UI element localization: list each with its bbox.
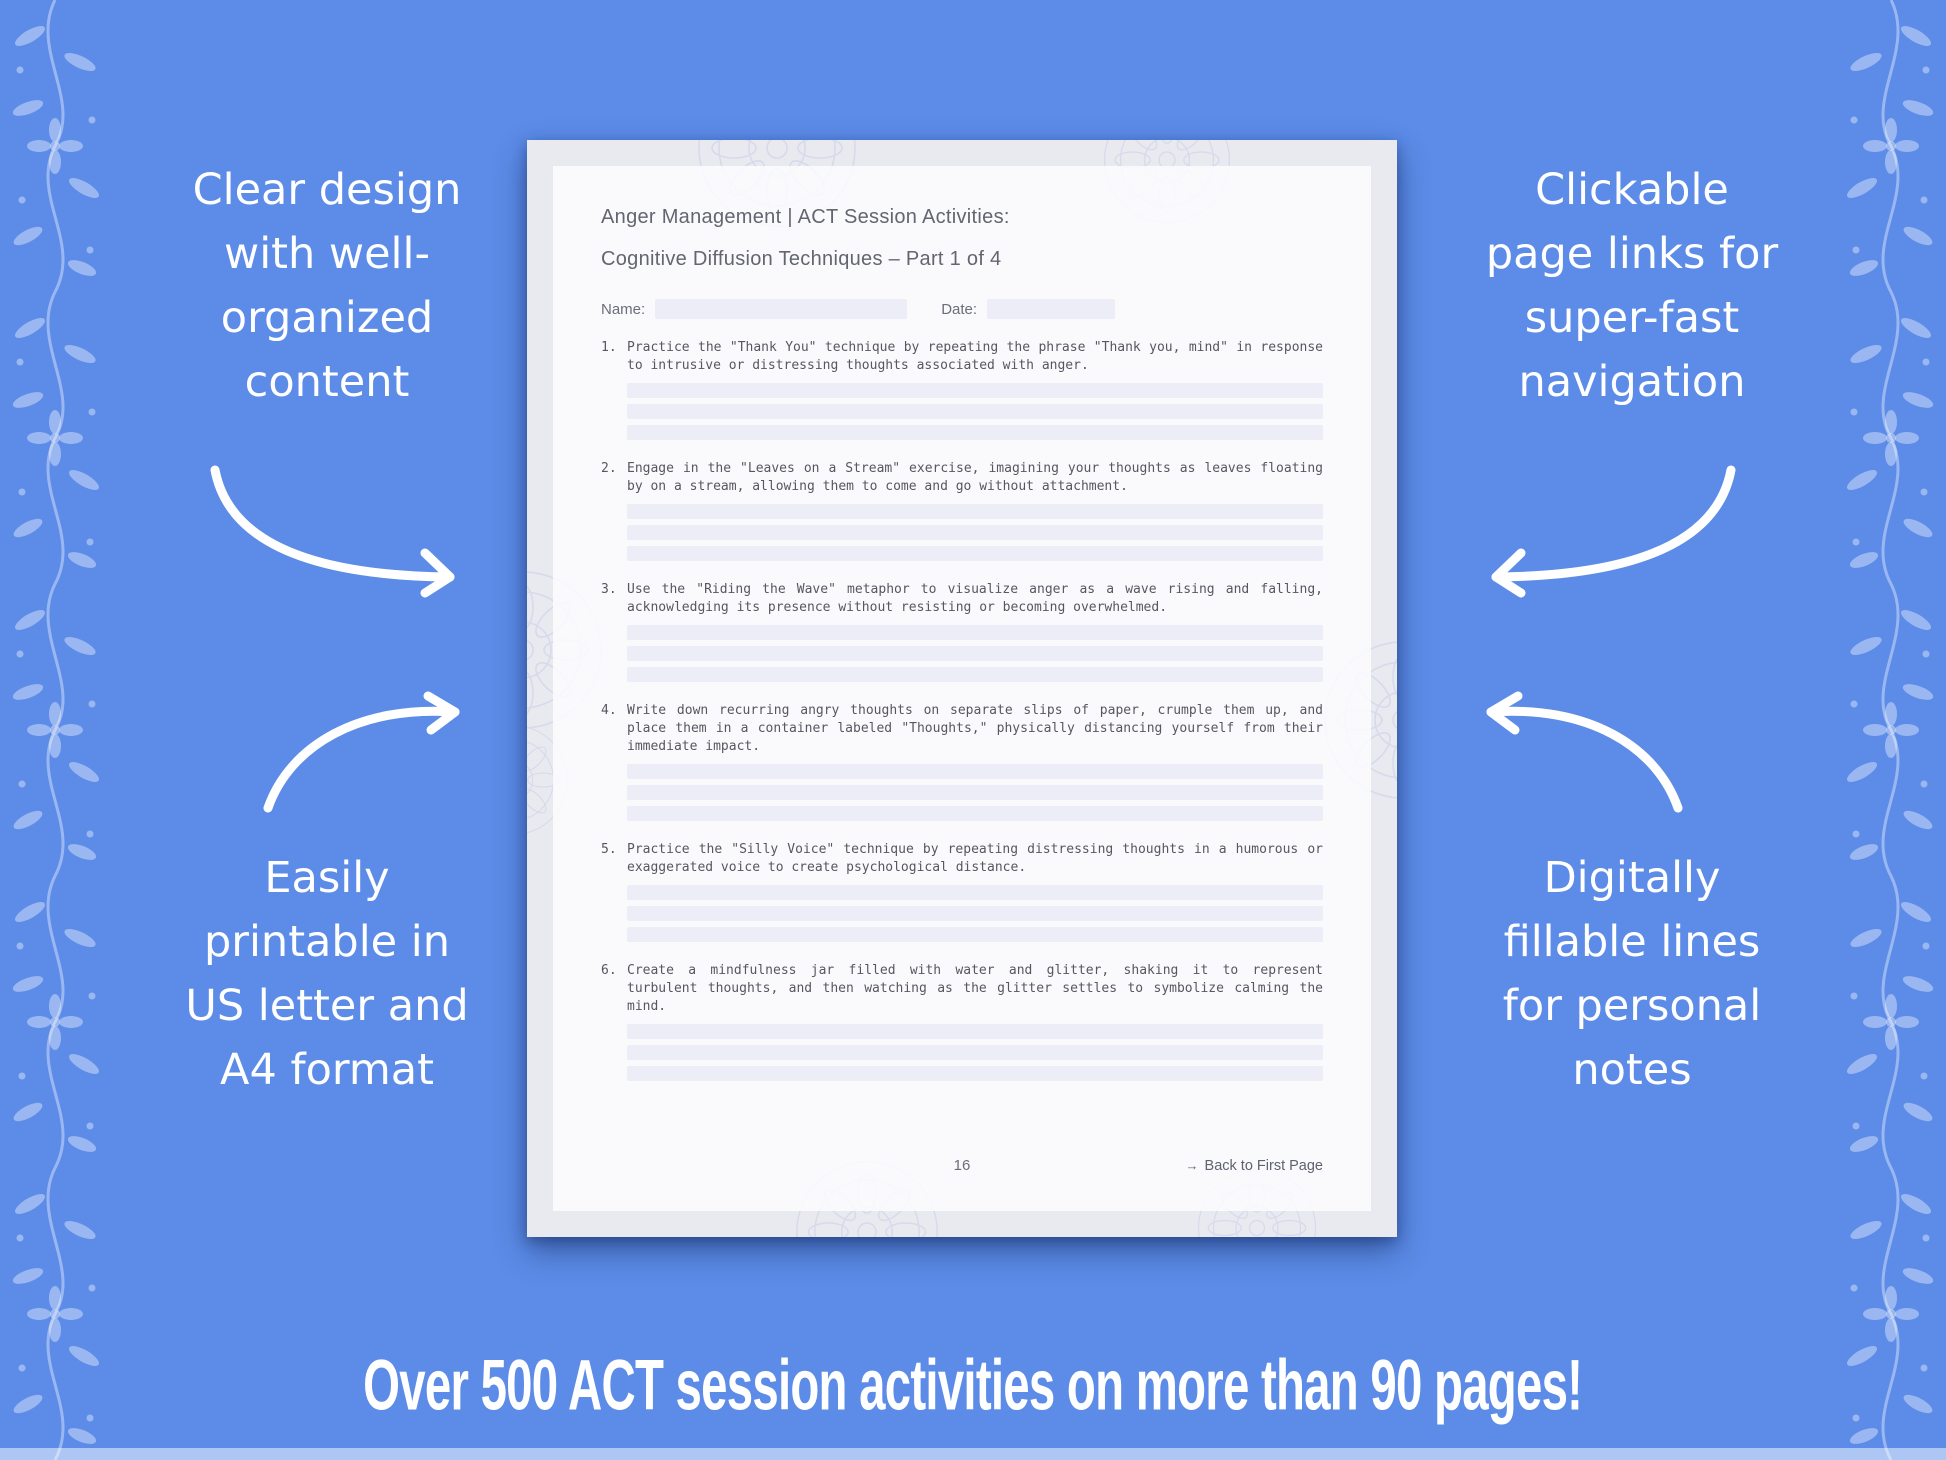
fillable-line[interactable] (627, 504, 1323, 519)
arrow-right-icon: → (1185, 1158, 1199, 1173)
annotation-line: printable in (204, 917, 450, 967)
item-number: 6. (601, 963, 617, 978)
annotation-line: super-fast (1524, 293, 1740, 343)
fillable-line[interactable] (627, 1045, 1323, 1060)
page-number: 16 (953, 1157, 971, 1174)
date-input-field[interactable] (987, 299, 1115, 319)
item-number: 3. (601, 582, 617, 597)
bottom-border-strip (0, 1448, 1946, 1460)
annotation-line: for personal (1502, 981, 1762, 1031)
date-label: Date: (941, 300, 978, 318)
activity-item-3 (601, 581, 1323, 682)
worksheet-title-line2: Cognitive Diffusion Techniques – Part 1 of 4 (601, 248, 1002, 270)
item-text: Practice the "Silly Voice" technique by repeating distressing thoughts in a humorous or exaggerated voice to create psychological distance. (627, 842, 1323, 875)
fillable-line[interactable] (627, 885, 1323, 900)
annotation-line: with well- (224, 229, 430, 279)
curved-arrow-bottom-left (268, 696, 455, 808)
item-number: 1. (601, 340, 617, 355)
curved-arrow-bottom-right (1491, 696, 1678, 808)
annotation-line: Clickable (1535, 165, 1729, 215)
annotation-line: fillable lines (1503, 917, 1761, 967)
fillable-line[interactable] (627, 625, 1323, 640)
item-number: 5. (601, 842, 617, 857)
fillable-line[interactable] (627, 546, 1323, 561)
fillable-line[interactable] (627, 1066, 1323, 1081)
annotation-line: content (244, 357, 410, 407)
back-to-first-page-link[interactable] (1186, 1158, 1323, 1174)
annotation-line: Clear design (192, 165, 462, 215)
fillable-line[interactable] (627, 906, 1323, 921)
annotation-line: US letter and (185, 981, 469, 1031)
worksheet-page (527, 140, 1397, 1237)
fillable-line[interactable] (627, 806, 1323, 821)
annotation-clear-design (47, 158, 607, 414)
item-text: Create a mindfulness jar filled with water and glitter, shaking it to represent turbulent thoughts, and then watching as the glitter settles to symbolize calming the mind. (627, 963, 1323, 1014)
annotation-line: notes (1572, 1045, 1692, 1095)
fillable-line[interactable] (627, 667, 1323, 682)
item-number: 2. (601, 461, 617, 476)
fillable-line[interactable] (627, 1024, 1323, 1039)
annotation-line: Digitally (1543, 853, 1721, 903)
worksheet-content (553, 166, 1371, 1211)
item-text: Practice the "Thank You" technique by repeating the phrase "Thank you, mind" in response to intrusive or distressing thoughts associated with anger. (627, 340, 1323, 373)
worksheet-footer (601, 1157, 1323, 1179)
annotation-line: Easily (264, 853, 390, 903)
fillable-line[interactable] (627, 927, 1323, 942)
item-text: Engage in the "Leaves on a Stream" exercise, imagining your thoughts as leaves floating by on a stream, allowing them to come and go without attachment. (627, 461, 1323, 494)
name-label: Name: (601, 300, 646, 318)
fillable-line[interactable] (627, 764, 1323, 779)
fillable-line[interactable] (627, 785, 1323, 800)
annotation-line: page links for (1485, 229, 1779, 279)
annotation-clickable-links (1352, 158, 1912, 414)
activity-item-4 (601, 702, 1323, 821)
tagline (0, 1344, 1946, 1426)
worksheet-title-line1: Anger Management | ACT Session Activities: (601, 206, 1010, 228)
name-input-field[interactable] (655, 299, 907, 319)
fillable-line[interactable] (627, 525, 1323, 540)
tagline-text: Over 500 ACT session activities on more than 90 pages! (363, 1344, 1583, 1426)
activity-item-5 (601, 841, 1323, 942)
name-date-row (601, 299, 1323, 319)
item-text: Write down recurring angry thoughts on separate slips of paper, crumple them up, and place them in a container labeled "Thoughts," physically distancing yourself from their immediate impact. (627, 703, 1323, 754)
activity-item-6 (601, 962, 1323, 1081)
annotation-printable (47, 846, 607, 1102)
item-text: Use the "Riding the Wave" metaphor to visualize anger as a wave rising and falling, acknowledging its presence without resisting or becoming overwhelmed. (627, 582, 1323, 615)
activity-item-1 (601, 339, 1323, 440)
fillable-line[interactable] (627, 383, 1323, 398)
item-number: 4. (601, 703, 617, 718)
annotation-line: A4 format (220, 1045, 434, 1095)
annotation-fillable-lines (1352, 846, 1912, 1102)
back-link-label: Back to First Page (1204, 1158, 1323, 1174)
fillable-line[interactable] (627, 646, 1323, 661)
fillable-line[interactable] (627, 425, 1323, 440)
activity-item-2 (601, 460, 1323, 561)
curved-arrow-top-right (1496, 470, 1731, 593)
annotation-line: navigation (1518, 357, 1746, 407)
curved-arrow-top-left (215, 470, 450, 593)
annotation-line: organized (220, 293, 434, 343)
fillable-line[interactable] (627, 404, 1323, 419)
